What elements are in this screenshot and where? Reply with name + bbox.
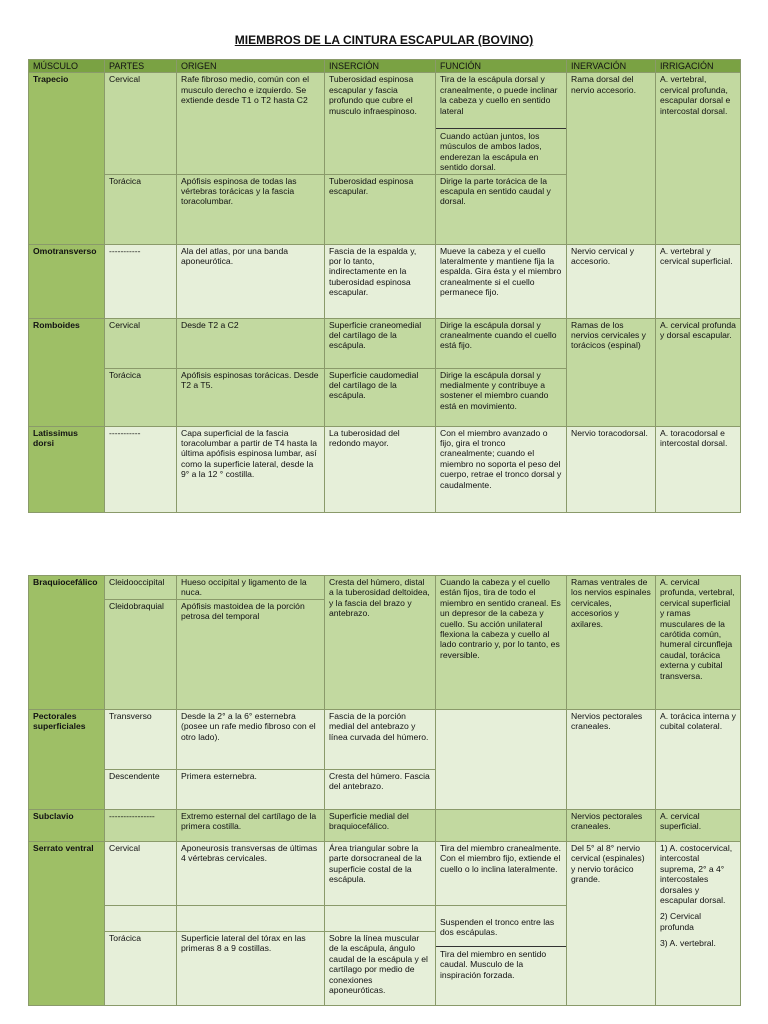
part-cell: Descendente bbox=[105, 770, 177, 810]
insertion-cell: Superficie craneomedial del cartílago de la escápula. bbox=[325, 318, 436, 368]
function-cell: Mueve la cabeza y el cuello lateralmente y mantiene fija la espalda. Gira ésta y el miembro cranealmente si el cuello permanece fijo. bbox=[436, 244, 567, 318]
function-text-3: Tira del miembro en sentido caudal. Musculo de la inspiración forzada. bbox=[436, 946, 566, 980]
part-cell: Cervical bbox=[105, 73, 177, 174]
insertion-cell: Tuberosidad espinosa escapular y fascia profundo que cubre el musculo infraespinoso. bbox=[325, 73, 436, 174]
table-row bbox=[29, 842, 741, 906]
part-cell: ---------------- bbox=[105, 810, 177, 842]
function-cell: Dirige la parte torácica de la escapula en sentido caudal y dorsal. bbox=[436, 174, 567, 244]
irrigation-text-3: 3) A. vertebral. bbox=[660, 938, 716, 949]
function-text-2: Suspenden el tronco entre las dos escápulas. bbox=[440, 917, 555, 938]
innervation-cell: Nervio toracodorsal. bbox=[567, 426, 656, 512]
header-irrigacion: IRRIGACIÓN bbox=[656, 60, 741, 73]
origin-cell: Desde la 2° a la 6° esternebra (posee un rafe medio fibroso con el otro lado). bbox=[177, 710, 325, 770]
origin-cell: Aponeurosis transversas de últimas 4 vértebras cervicales. bbox=[177, 842, 325, 906]
function-cell: Dirige la escápula dorsal y cranealmente cuando el cuello está fijo. bbox=[436, 318, 567, 368]
origin-cell: Apófisis mastoidea de la porción petrosa del temporal bbox=[177, 600, 325, 710]
irrigation-cell bbox=[656, 842, 741, 1006]
table-header bbox=[29, 60, 741, 73]
origin-cell: Capa superficial de la fascia toracolumbar a partir de T4 hasta la última apófisis espinosa lumbar, así como la superficie lateral, desde la 9° a la 12 ° costilla. bbox=[177, 426, 325, 512]
innervation-cell: Ramas ventrales de los nervios espinales cervicales, accesorios y axilares. bbox=[567, 576, 656, 710]
function-cell bbox=[436, 810, 567, 842]
muscle-name: Latissimus dorsi bbox=[29, 426, 105, 512]
insertion-cell: La tuberosidad del redondo mayor. bbox=[325, 426, 436, 512]
irrigation-text-1: 1) A. costocervical, intercostal suprema, 2° a 4° intercostales dorsales y escapular dorsal. bbox=[660, 843, 733, 906]
part-cell: ----------- bbox=[105, 426, 177, 512]
muscle-name: Pectorales superficiales bbox=[29, 710, 105, 810]
origin-cell: Apófisis espinosa de todas las vértebras torácicas y la fascia toracolumbar. bbox=[177, 174, 325, 244]
part-cell: Cleidooccipital bbox=[105, 576, 177, 600]
irrigation-text-2: 2) Cervical profunda bbox=[660, 911, 702, 932]
part-cell bbox=[105, 906, 177, 932]
function-cell: Dirige la escápula dorsal y medialmente y contribuye a sostener el miembro cuando está en movimiento. bbox=[436, 368, 567, 426]
table-muscles-1 bbox=[28, 59, 741, 513]
insertion-cell: Área triangular sobre la parte dorsocraneal de la superficie costal de la escápula. bbox=[325, 842, 436, 906]
function-cell: Cuando la cabeza y el cuello están fijos, tira de todo el miembro en sentido craneal. Es un depresor de la cabeza y cuello. Su acción unilateral flexiona la cabeza y cuello al lado contrario y, por lo tanto, es reversible. bbox=[436, 576, 567, 710]
muscle-name: Trapecio bbox=[29, 73, 105, 244]
origin-cell: Desde T2 a C2 bbox=[177, 318, 325, 368]
irrigation-cell: A. cervical profunda, vertebral, cervical superficial y ramas musculares de la carótida común, humeral circunfleja caudal, torácica externa y cubital transversa. bbox=[656, 576, 741, 710]
table-row bbox=[29, 710, 741, 770]
part-cell: Cervical bbox=[105, 842, 177, 906]
origin-cell: Ala del atlas, por una banda aponeurótica. bbox=[177, 244, 325, 318]
function-cell bbox=[436, 73, 567, 174]
innervation-cell: Nervios pectorales craneales. bbox=[567, 810, 656, 842]
irrigation-cell: A. toracodorsal e intercostal dorsal. bbox=[656, 426, 741, 512]
table-row bbox=[29, 426, 741, 512]
table-row bbox=[29, 244, 741, 318]
table-row bbox=[29, 810, 741, 842]
insertion-cell: Fascia de la porción medial del antebrazo y línea curvada del húmero. bbox=[325, 710, 436, 770]
insertion-cell: Superficie medial del braquiocefálico. bbox=[325, 810, 436, 842]
irrigation-cell: A. cervical superficial. bbox=[656, 810, 741, 842]
table-row bbox=[29, 576, 741, 600]
header-origen: ORIGEN bbox=[177, 60, 325, 73]
part-cell: Torácica bbox=[105, 174, 177, 244]
innervation-cell: Rama dorsal del nervio accesorio. bbox=[567, 73, 656, 244]
header-inervacion: INERVACIÓN bbox=[567, 60, 656, 73]
function-cell bbox=[436, 710, 567, 810]
insertion-cell: Fascia de la espalda y, por lo tanto, indirectamente en la tuberosidad espinosa escapular. bbox=[325, 244, 436, 318]
insertion-cell: Sobre la línea muscular de la escápula, ángulo caudal de la escápula y el cartílago por medio de conexiones aponeuróticas. bbox=[325, 932, 436, 1006]
function-cell bbox=[436, 906, 567, 1006]
header-musculo: MÚSCULO bbox=[29, 60, 105, 73]
innervation-cell: Del 5° al 8° nervio cervical (espinales) y nervio torácico grande. bbox=[567, 842, 656, 1006]
part-cell: Cervical bbox=[105, 318, 177, 368]
origin-cell: Extremo esternal del cartílago de la primera costilla. bbox=[177, 810, 325, 842]
insertion-cell: Cresta del húmero. Fascia del antebrazo. bbox=[325, 770, 436, 810]
insertion-cell: Tuberosidad espinosa escapular. bbox=[325, 174, 436, 244]
function-text: Tira de la escápula dorsal y cranealmente, o puede inclinar la cabeza y cuello en sentido lateral bbox=[440, 74, 558, 116]
origin-cell: Superficie lateral del tórax en las primeras 8 a 9 costillas. bbox=[177, 932, 325, 1006]
table-row bbox=[29, 73, 741, 174]
insertion-cell bbox=[325, 906, 436, 932]
function-cell: Con el miembro avanzado o fijo, gira el tronco cranealmente; cuando el miembro no soporta el peso del cuerpo, retrae el tronco dorsal y caudalmente. bbox=[436, 426, 567, 512]
innervation-cell: Nervio cervical y accesorio. bbox=[567, 244, 656, 318]
irrigation-cell: A. torácica interna y cubital colateral. bbox=[656, 710, 741, 810]
header-insercion: INSERCIÓN bbox=[325, 60, 436, 73]
origin-cell: Hueso occipital y ligamento de la nuca. bbox=[177, 576, 325, 600]
origin-cell: Apófisis espinosas torácicas. Desde T2 a T5. bbox=[177, 368, 325, 426]
origin-cell: Rafe fibroso medio, común con el musculo derecho e izquierdo. Se extiende desde T1 o T2 hasta C2 bbox=[177, 73, 325, 174]
irrigation-cell: A. vertebral y cervical superficial. bbox=[656, 244, 741, 318]
muscle-name: Omotransverso bbox=[29, 244, 105, 318]
insertion-cell: Superficie caudomedial del cartílago de la escápula. bbox=[325, 368, 436, 426]
function-cell: Tira del miembro cranealmente. Con el miembro fijo, extiende el cuello o lo inclina lateralmente. bbox=[436, 842, 567, 906]
origin-cell: Primera esternebra. bbox=[177, 770, 325, 810]
innervation-cell: Nervios pectorales craneales. bbox=[567, 710, 656, 810]
part-cell: Torácica bbox=[105, 368, 177, 426]
page-title: MIEMBROS DE LA CINTURA ESCAPULAR (BOVINO) bbox=[234, 33, 534, 47]
muscle-name: Serrato ventral bbox=[29, 842, 105, 1006]
irrigation-cell: A. cervical profunda y dorsal escapular. bbox=[656, 318, 741, 426]
muscle-name: Braquiocefálico bbox=[29, 576, 105, 710]
table-row bbox=[29, 318, 741, 368]
irrigation-cell: A. vertebral, cervical profunda, escapular dorsal e intercostal dorsal. bbox=[656, 73, 741, 244]
header-funcion: FUNCIÓN bbox=[436, 60, 567, 73]
origin-cell bbox=[177, 906, 325, 932]
header-partes: PARTES bbox=[105, 60, 177, 73]
table-muscles-2 bbox=[28, 575, 741, 1006]
muscle-name: Romboides bbox=[29, 318, 105, 426]
innervation-cell: Ramas de los nervios cervicales y torácicos (espinal) bbox=[567, 318, 656, 426]
part-cell: Torácica bbox=[105, 932, 177, 1006]
part-cell: ----------- bbox=[105, 244, 177, 318]
part-cell: Cleidobraquial bbox=[105, 600, 177, 710]
insertion-cell: Cresta del húmero, distal a la tuberosidad deltoidea, y la fascia del brazo y antebrazo. bbox=[325, 576, 436, 710]
function-text-2: Cuando actúan juntos, los músculos de ambos lados, enderezan la escápula en sentido dorsal. bbox=[436, 128, 566, 173]
part-cell: Transverso bbox=[105, 710, 177, 770]
muscle-name: Subclavio bbox=[29, 810, 105, 842]
